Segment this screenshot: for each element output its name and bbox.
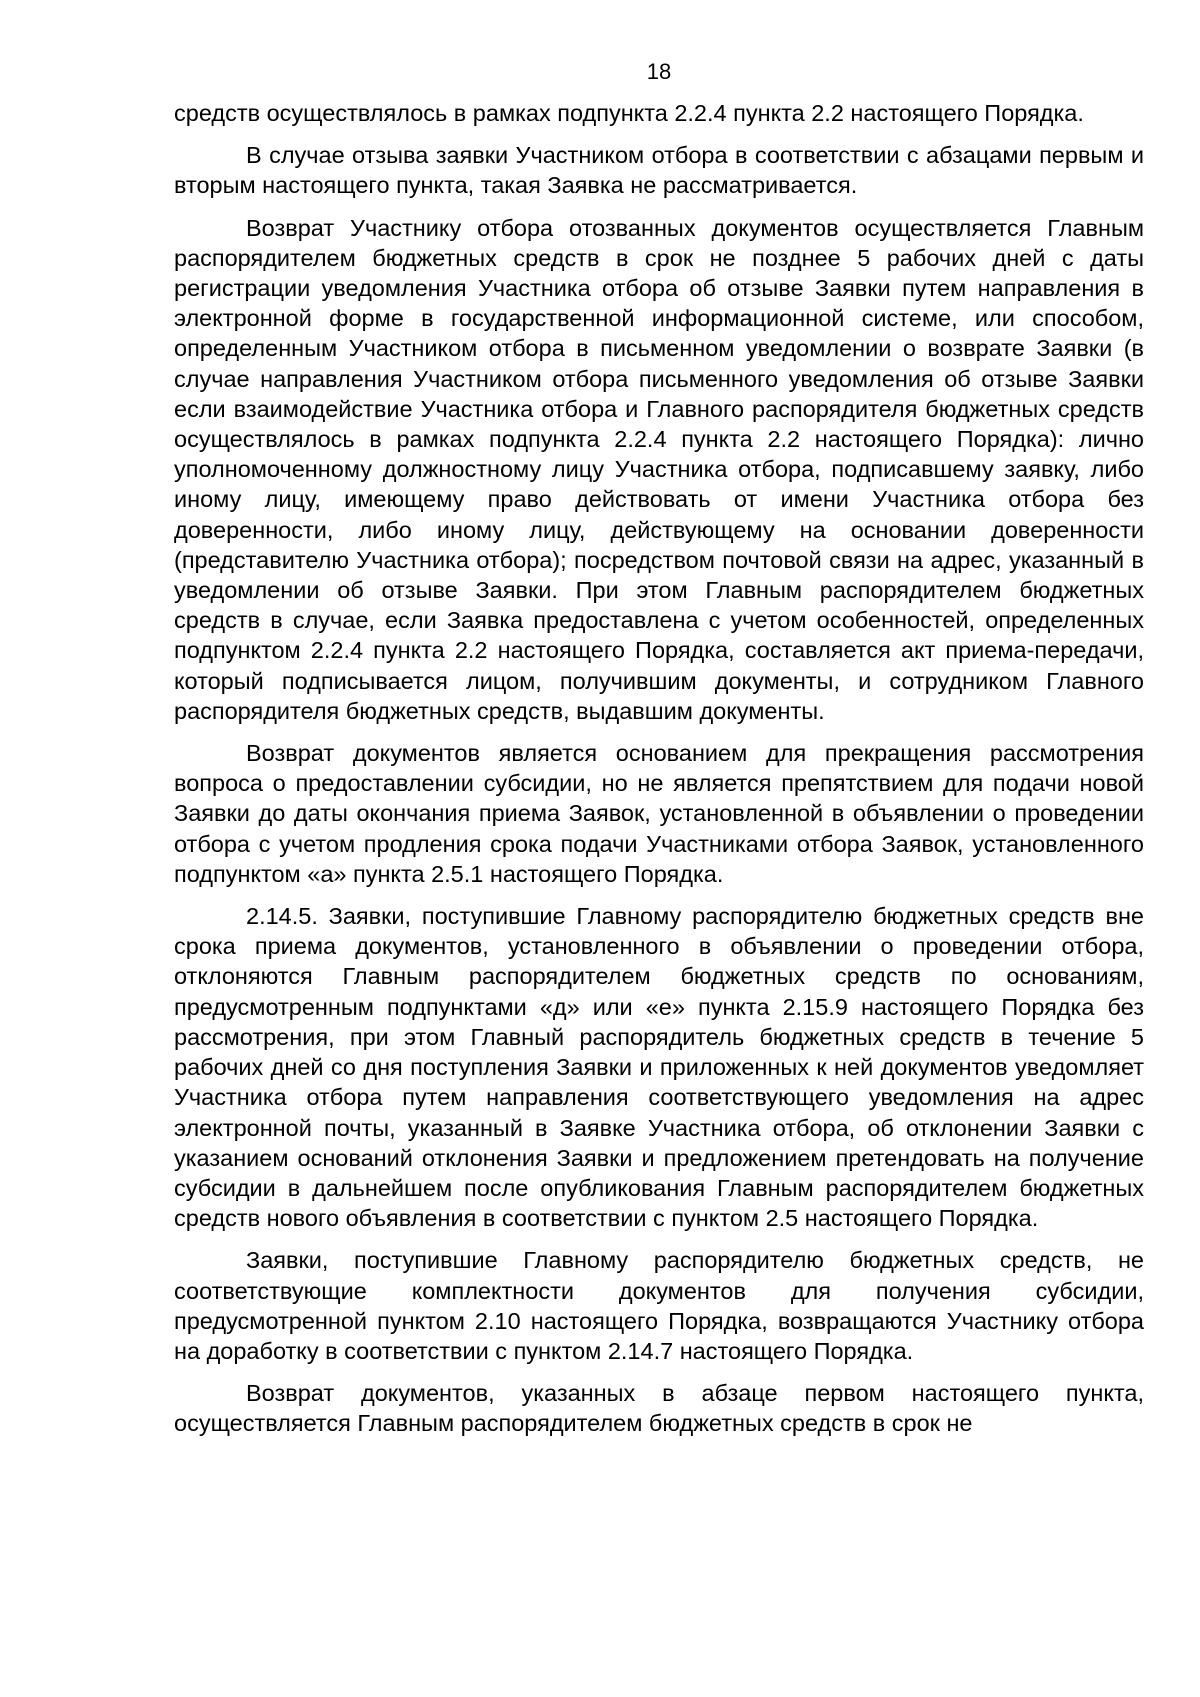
paragraph-continuation: средств осуществлялось в рамках подпункта 2.2.4 пункта 2.2 настоящего Порядка. [174,100,1084,126]
paragraph-2-14-5: 2.14.5. Заявки, поступившие Главному распорядителю бюджетных средств вне срока приема документов, установленного в объявлении о проведении отбора, отклоняются Главным распорядителем бюджетных средств по основаниям, предусмотренным подпунктами «д» или «е» пункта 2.15.9 настоящего Порядка без рассмотрения, при этом Главный распорядитель бюджетных средств в течение 5 рабочих дней со дня поступления Заявки и приложенных к ней документов уведомляет Участника отбора путем направления соответствующего уведомления на адрес электронной почты, указанный в Заявке Участника отбора, об отклонении Заявки с указанием оснований отклонения Заявки и предложением претендовать на получение субсидии в дальнейшем после опубликования Главным распорядителем бюджетных средств нового объявления в соответствии с пунктом 2.5 настоящего Порядка. [174,903,1144,1232]
page-number: 18 [646,59,672,84]
document-body [174,98,1144,1439]
paragraph-return-deadline: Возврат документов, указанных в абзаце первом настоящего пункта, осуществляется Главным распорядителем бюджетных средств в срок не [174,1380,1144,1437]
paragraph-withdrawal-not-considered: В случае отзыва заявки Участником отбора в соответствии с абзацами первым и вторым настоящего пункта, такая Заявка не рассматривается. [174,142,1144,199]
paragraph-return-of-withdrawn-documents: Возврат Участнику отбора отозванных документов осуществляется Главным распорядителем бюджетных средств в срок не позднее 5 рабочих дней с даты регистрации уведомления Участника отбора об отзыве Заявки путем направления в электронной форме в государственной информационной системе, или способом, определенным Участником отбора в письменном уведомлении о возврате Заявки (в случае направления Участником отбора письменного уведомления об отзыве Заявки если взаимодействие Участника отбора и Главного распорядителя бюджетных средств осуществлялось в рамках подпункта 2.2.4 пункта 2.2 настоящего Порядка): лично уполномоченному должностному лицу Участника отбора, подписавшему заявку, либо иному лицу, имеющему право действовать от имени Участника отбора без доверенности, либо иному лицу, действующему на основании доверенности (представителю Участника отбора); посредством почтовой связи на адрес, указанный в уведомлении об отзыве Заявки. При этом Главным распорядителем бюджетных средств в случае, если Заявка предоставлена с учетом особенностей, определенных подпунктом 2.2.4 пункта 2.2 настоящего Порядка, составляется акт приема-передачи, который подписывается лицом, получившим документы, и сотрудником Главного распорядителя бюджетных средств, выдавшим документы. [174,214,1144,724]
paragraph-return-consequences: Возврат документов является основанием для прекращения рассмотрения вопроса о предоставлении субсидии, но не является препятствием для подачи новой Заявки до даты окончания приема Заявок, установленной в объявлении о проведении отбора с учетом продления срока подачи Участниками отбора Заявок, установленного подпунктом «а» пункта 2.5.1 настоящего Порядка. [174,740,1144,887]
paragraph-incomplete-applications: Заявки, поступившие Главному распорядителю бюджетных средств, не соответствующие комплектности документов для получения субсидии, предусмотренной пунктом 2.10 настоящего Порядка, возвращаются Участнику отбора на доработку в соответствии с пунктом 2.14.7 настоящего Порядка. [174,1247,1144,1364]
